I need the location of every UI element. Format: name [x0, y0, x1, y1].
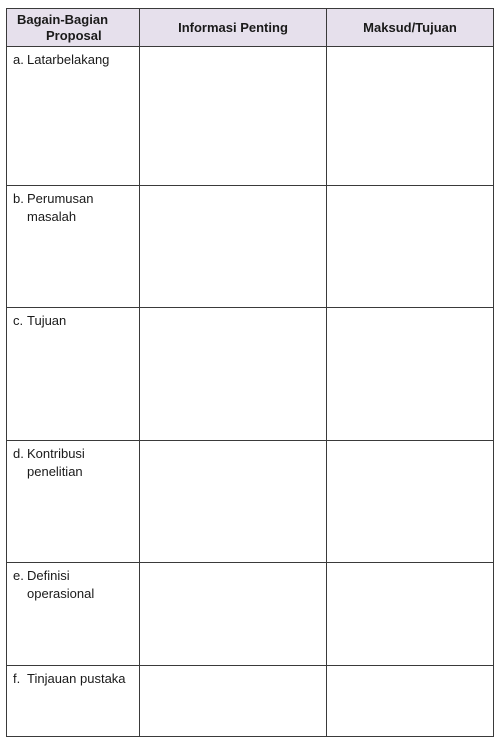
row-label-latarbelakang — [7, 47, 140, 186]
row-marker: f. — [13, 671, 21, 686]
cell-maksud-tujuan[interactable] — [327, 563, 494, 666]
cell-informasi-penting[interactable] — [140, 441, 327, 563]
row-label-line1: Kontribusi — [27, 446, 85, 461]
header-row — [7, 9, 494, 47]
cell-informasi-penting[interactable] — [140, 666, 327, 737]
header-bagian-bagian-proposal — [7, 9, 140, 47]
row-marker: a. — [13, 52, 24, 67]
row-label-line2: operasional — [27, 586, 95, 601]
cell-maksud-tujuan[interactable] — [327, 308, 494, 441]
header-maksud-tujuan: Maksud/Tujuan — [327, 9, 494, 47]
row-label-tinjauan-pustaka — [7, 666, 140, 737]
row-label-tujuan — [7, 308, 140, 441]
row-label-perumusan-masalah — [7, 186, 140, 308]
cell-informasi-penting[interactable] — [140, 308, 327, 441]
cell-maksud-tujuan[interactable] — [327, 441, 494, 563]
row-label-line1: Latarbelakang — [27, 52, 110, 67]
cell-maksud-tujuan[interactable] — [327, 47, 494, 186]
row-marker: d. — [13, 446, 24, 461]
row-label-kontribusi-penelitian — [7, 441, 140, 563]
table-row — [7, 563, 494, 666]
row-label-definisi-operasional — [7, 563, 140, 666]
table-header — [7, 9, 494, 47]
cell-informasi-penting[interactable] — [140, 47, 327, 186]
row-label-line1: Tujuan — [27, 313, 67, 328]
cell-maksud-tujuan[interactable] — [327, 666, 494, 737]
row-marker: c. — [13, 313, 24, 328]
cell-informasi-penting[interactable] — [140, 186, 327, 308]
table-row — [7, 47, 494, 186]
row-marker: e. — [13, 568, 24, 583]
cell-informasi-penting[interactable] — [140, 563, 327, 666]
row-marker: b. — [13, 191, 24, 206]
table-row — [7, 186, 494, 308]
row-label-line2: masalah — [27, 209, 77, 224]
table-body — [7, 47, 494, 737]
cell-maksud-tujuan[interactable] — [327, 186, 494, 308]
table-row — [7, 308, 494, 441]
header-col1-line2: Proposal — [46, 27, 102, 43]
row-label-line2: penelitian — [27, 464, 83, 479]
header-informasi-penting: Informasi Penting — [140, 9, 327, 47]
row-label-line1: Definisi — [27, 568, 70, 583]
table-row — [7, 441, 494, 563]
header-col1-line1: Bagain-Bagian — [17, 11, 109, 27]
row-label-line1: Perumusan — [27, 191, 94, 206]
row-label-line1: Tinjauan pustaka — [27, 671, 126, 686]
table-row — [7, 666, 494, 737]
proposal-table — [6, 8, 494, 737]
